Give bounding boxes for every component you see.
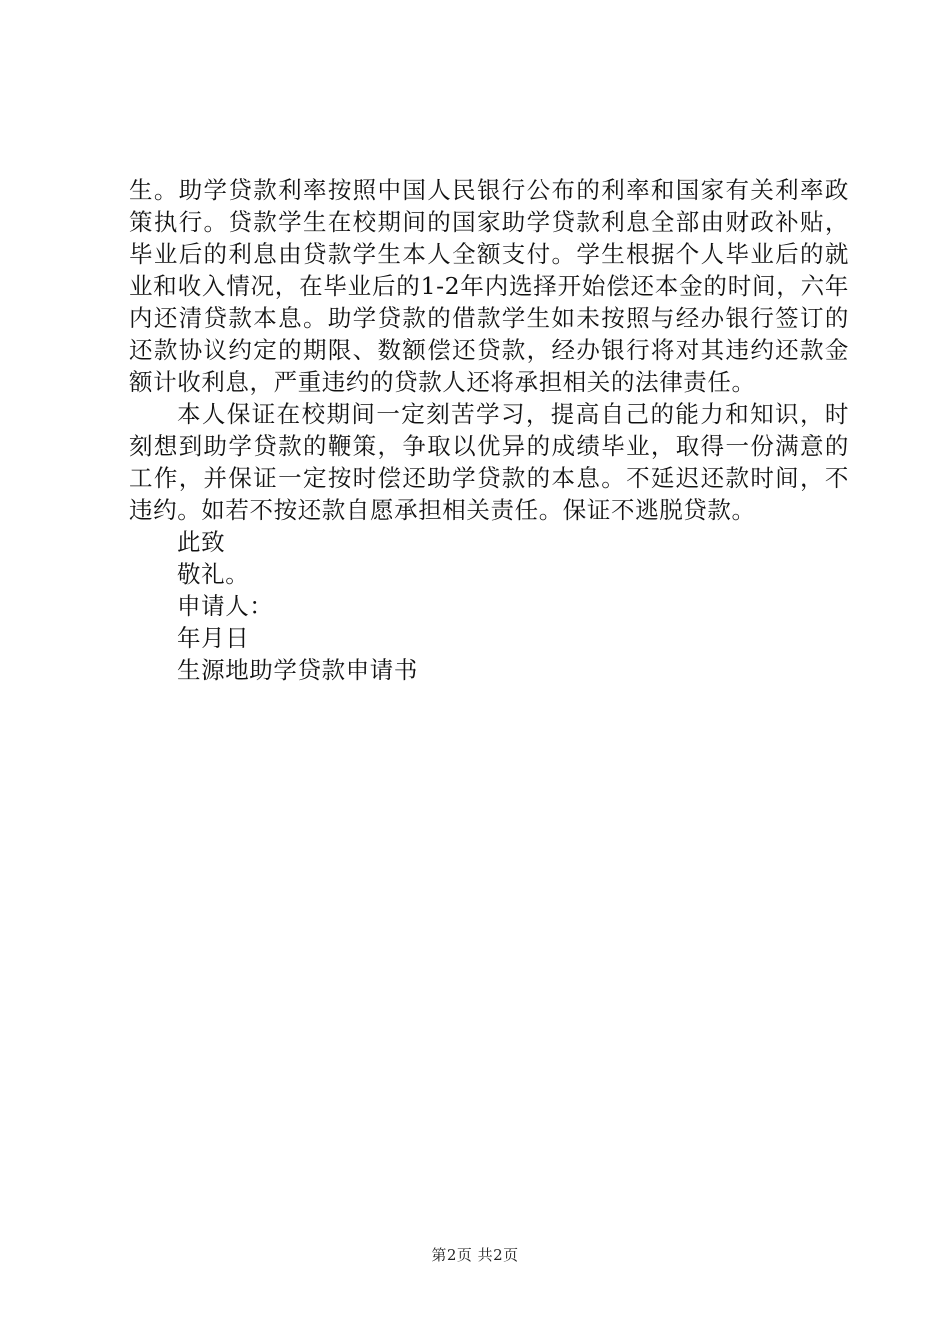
closing-regards: 敬礼。 [177,560,250,588]
document-title-line: 生源地助学贷款申请书 [177,656,418,684]
closing-salutation: 此致 [177,528,226,556]
applicant-label: 申请人： [177,592,274,620]
page-number-footer: 第2页 共2页 [431,1246,519,1264]
document-body [129,174,849,686]
paragraph-pledge: 本人保证在校期间一定刻苦学习，提高自己的能力和知识，时刻想到助学贷款的鞭策，争取以优异的成绩毕业，取得一份满意的工作，并保证一定按时偿还助学贷款的本息。不延迟还款时间，不违约。如若不按还款自愿承担相关责任。保证不逃脱贷款。 [129,400,849,524]
date-label: 年月日 [177,624,250,652]
paragraph-loan-terms: 生。助学贷款利率按照中国人民银行公布的利率和国家有关利率政策执行。贷款学生在校期间的国家助学贷款利息全部由财政补贴，毕业后的利息由贷款学生本人全额支付。学生根据个人毕业后的就业和收入情况，在毕业后的1-2年内选择开始偿还本金的时间，六年内还清贷款本息。助学贷款的借款学生如未按照与经办银行签订的还款协议约定的期限、数额偿还贷款，经办银行将对其违约还款金额计收利息，严重违约的贷款人还将承担相关的法律责任。 [129,176,849,396]
